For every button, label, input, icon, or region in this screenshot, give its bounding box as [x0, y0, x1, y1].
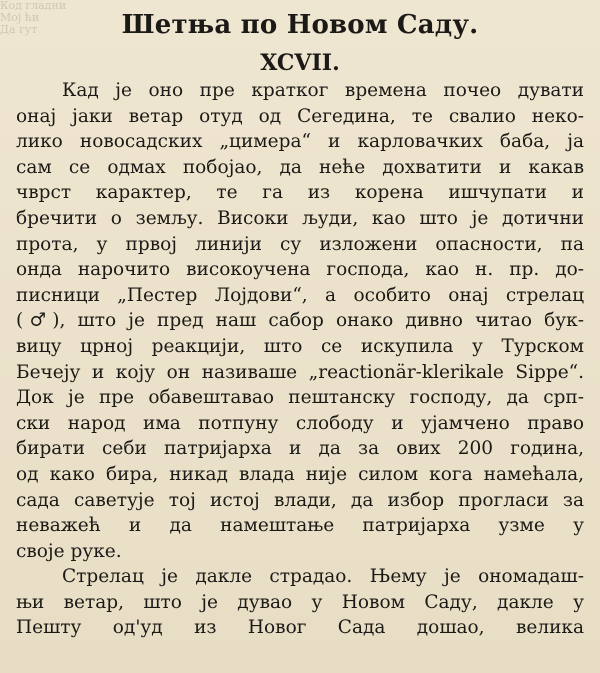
bleed-line: Мој ћи: [0, 11, 40, 24]
text-line: прота, у првој линији су изложени опасности, па: [16, 233, 584, 255]
text-line: писници „Пестер Лојдови“, а особито онај стрелац: [16, 284, 584, 306]
text-line: онај јаки ветар отуд од Сегедина, те свалио неко-: [16, 105, 584, 127]
text-line: неважећ и да намештање патријарха узме у: [16, 515, 584, 537]
text-line: Бечеју и коју он називаше „reactionär-klerikale Sippe“.: [16, 361, 584, 383]
text-line: Стрелац је дакле страдао. Њему је ономадаш-: [62, 566, 584, 588]
text-line: бирати себи патријарха и да за ових 200 година,: [16, 438, 584, 460]
text-line: њи ветар, што је дувао у Новом Саду, дакле у: [16, 591, 584, 613]
text-line: своје руке.: [16, 540, 122, 562]
text-line: сам се одмах побојао, да неће дохватити и какав: [16, 156, 584, 178]
chapter-number: XCVII.: [260, 50, 340, 76]
bleed-line: Да гут: [0, 23, 38, 36]
text-line: вицу црној реакцији, што се искупила у Турском: [16, 335, 584, 357]
text-line: Док је пре обавештавао пештанску господу, да срп-: [16, 387, 584, 409]
text-line: Кад је оно пре кратког времена почео дувати: [62, 80, 584, 101]
article-body: [16, 78, 584, 641]
article-title: Шетња по Новом Саду.: [121, 10, 479, 40]
text-line: ски народ има потпуну слободу и ујамчено право: [16, 412, 584, 434]
text-line: бречити о земљу. Високи људи, као што је дотични: [16, 207, 584, 229]
text-line: (♂), што је пред наш сабор онако дивно читао бук-: [16, 310, 584, 332]
text-line: чврст карактер, те га из корена ишчупати и: [16, 182, 584, 204]
text-line: Пешту од'уд из Новог Сада дошао, велика: [16, 617, 584, 639]
text-line: сада саветује тој истој влади, да избор прогласи за: [16, 489, 584, 511]
text-line: лико новосадских „цимера“ и карловачких баба, ја: [16, 131, 584, 153]
bleed-line: Код гладни: [0, 0, 67, 12]
text-line: онда нарочито високоучена господа, као н. пр. до-: [16, 259, 584, 281]
text-line: од како бира, никад влада није силом кога намећала,: [16, 463, 584, 485]
